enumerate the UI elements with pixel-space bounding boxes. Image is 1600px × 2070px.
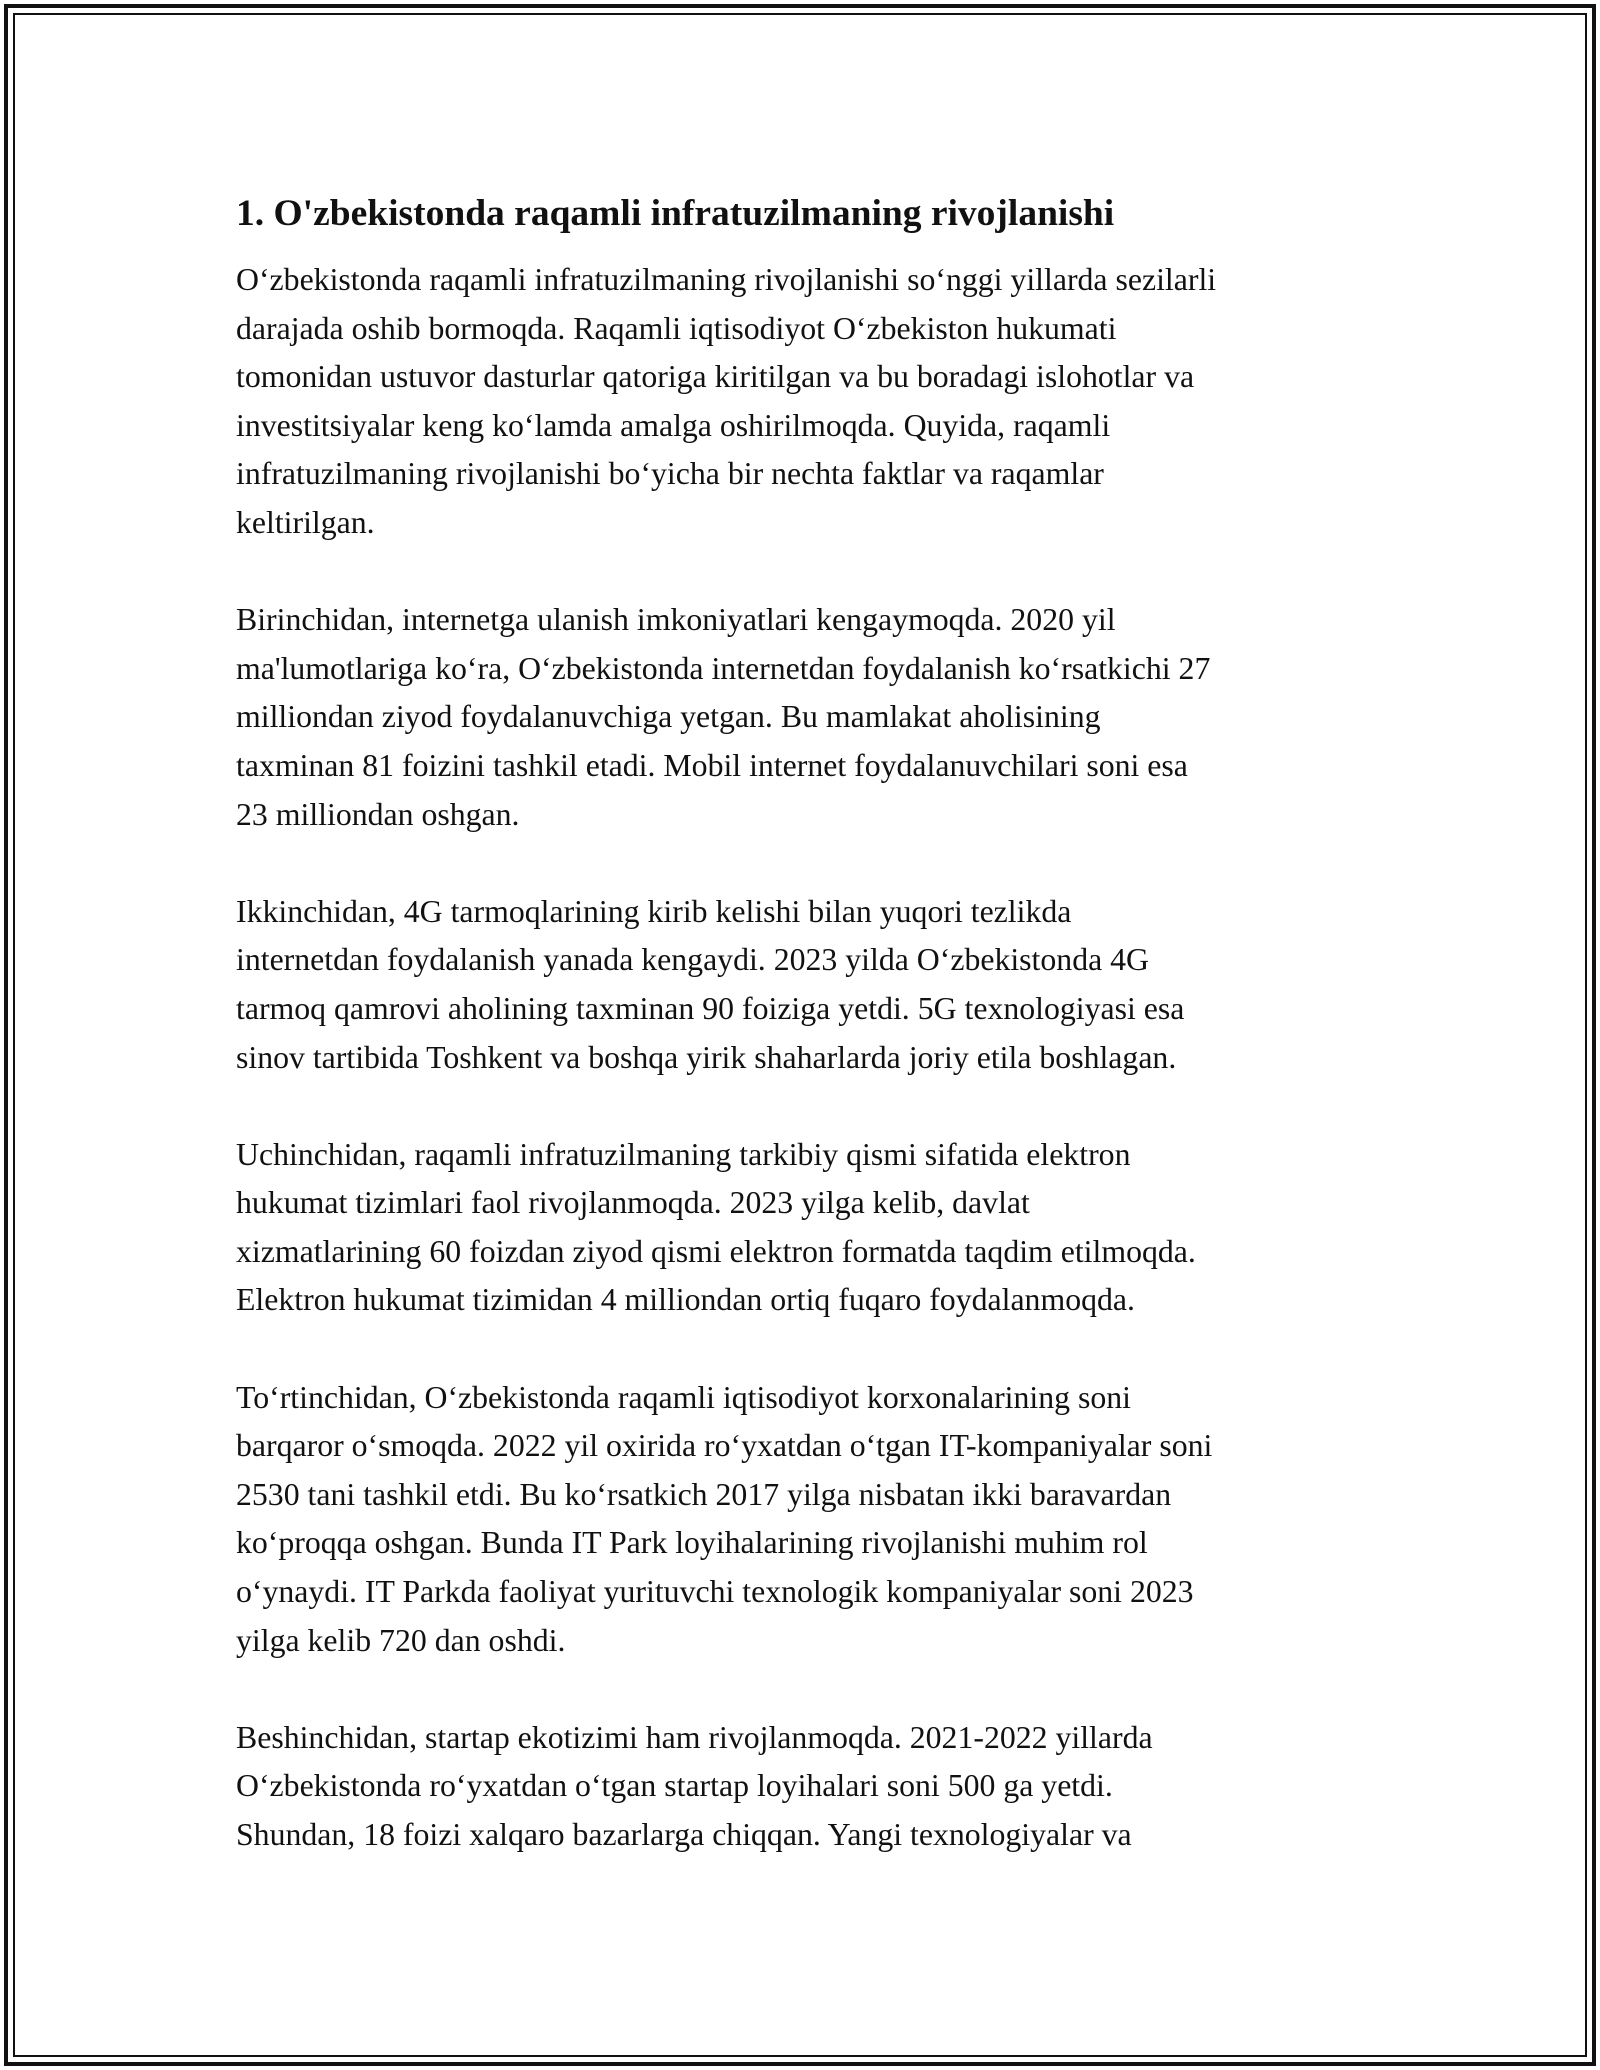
text-line: 2530 tani tashkil etdi. Bu ko‘rsatkich 2017 yilga nisbatan ikki baravardan xyxy=(236,1476,1172,1512)
text-line: yilga kelib 720 dan oshdi. xyxy=(236,1622,566,1658)
text-line: investitsiyalar keng ko‘lamda amalga oshirilmoqda. Quyida, raqamli xyxy=(236,407,1111,443)
text-line: Ikkinchidan, 4G tarmoqlarining kirib kelishi bilan yuqori tezlikda xyxy=(236,893,1072,929)
paragraph-fourth xyxy=(236,1374,1376,1666)
text-line: infratuzilmaning rivojlanishi bo‘yicha bir nechta faktlar va raqamlar xyxy=(236,456,1104,492)
text-line: Birinchidan, internetga ulanish imkoniyatlari kengaymoqda. 2020 yil xyxy=(236,602,1116,638)
text-line: o‘ynaydi. IT Parkda faoliyat yurituvchi texnologik kompaniyalar soni 2023 xyxy=(236,1574,1194,1610)
text-line: barqaror o‘smoqda. 2022 yil oxirida ro‘yxatdan o‘tgan IT-kompaniyalar soni xyxy=(236,1428,1213,1464)
paragraph-third xyxy=(236,1131,1376,1325)
text-line: tarmoq qamrovi aholining taxminan 90 foiziga yetdi. 5G texnologiyasi esa xyxy=(236,990,1185,1026)
text-line: tomonidan ustuvor dasturlar qatoriga kiritilgan va bu boradagi islohotlar va xyxy=(236,359,1195,395)
text-line: Uchinchidan, raqamli infratuzilmaning tarkibiy qismi sifatida elektron xyxy=(236,1136,1131,1172)
text-line: taxminan 81 foizini tashkil etadi. Mobil internet foydalanuvchilari soni esa xyxy=(236,747,1188,783)
text-line: milliondan ziyod foydalanuvchiga yetgan. Bu mamlakat aholisining xyxy=(236,699,1101,735)
text-line: O‘zbekistonda ro‘yxatdan o‘tgan startap loyihalari soni 500 ga yetdi. xyxy=(236,1768,1113,1804)
text-line: ko‘proqqa oshgan. Bunda IT Park loyihalarining rivojlanishi muhim rol xyxy=(236,1525,1148,1561)
text-line: O‘zbekistonda raqamli infratuzilmaning rivojlanishi so‘nggi yillarda sezilarli xyxy=(236,262,1217,297)
text-line: Elektron hukumat tizimidan 4 milliondan ortiq fuqaro foydalanmoqda. xyxy=(236,1282,1135,1318)
paragraph-fifth xyxy=(236,1714,1376,1860)
text-line: keltirilgan. xyxy=(236,504,375,540)
section-heading: 1. O'zbekistonda raqamli infratuzilmaning rivojlanishi xyxy=(236,193,1115,234)
text-line: Shundan, 18 foizi xalqaro bazarlarga chiqqan. Yangi texnologiyalar va xyxy=(236,1817,1132,1852)
paragraph-intro xyxy=(236,256,1376,548)
paragraph-second xyxy=(236,888,1376,1082)
text-line: xizmatlarining 60 foizdan ziyod qismi elektron formatda taqdim etilmoqda. xyxy=(236,1233,1196,1269)
text-line: sinov tartibida Toshkent va boshqa yirik shaharlarda joriy etila boshlagan. xyxy=(236,1039,1177,1075)
text-line: Beshinchidan, startap ekotizimi ham rivojlanmoqda. 2021-2022 yillarda xyxy=(236,1719,1153,1755)
text-line: To‘rtinchidan, O‘zbekistonda raqamli iqtisodiyot korxonalarining soni xyxy=(236,1379,1131,1415)
text-line: hukumat tizimlari faol rivojlanmoqda. 2023 yilga kelib, davlat xyxy=(236,1185,1030,1221)
text-line: darajada oshib bormoqda. Raqamli iqtisodiyot O‘zbekiston hukumati xyxy=(236,310,1117,346)
document-body xyxy=(236,188,1376,1908)
text-line: internetdan foydalanish yanada kengaydi. 2023 yilda O‘zbekistonda 4G xyxy=(236,942,1150,978)
text-line: 23 milliondan oshgan. xyxy=(236,796,520,832)
text-line: ma'lumotlariga ko‘ra, O‘zbekistonda internetdan foydalanish ko‘rsatkichi 27 xyxy=(236,650,1211,686)
paragraph-first xyxy=(236,596,1376,839)
